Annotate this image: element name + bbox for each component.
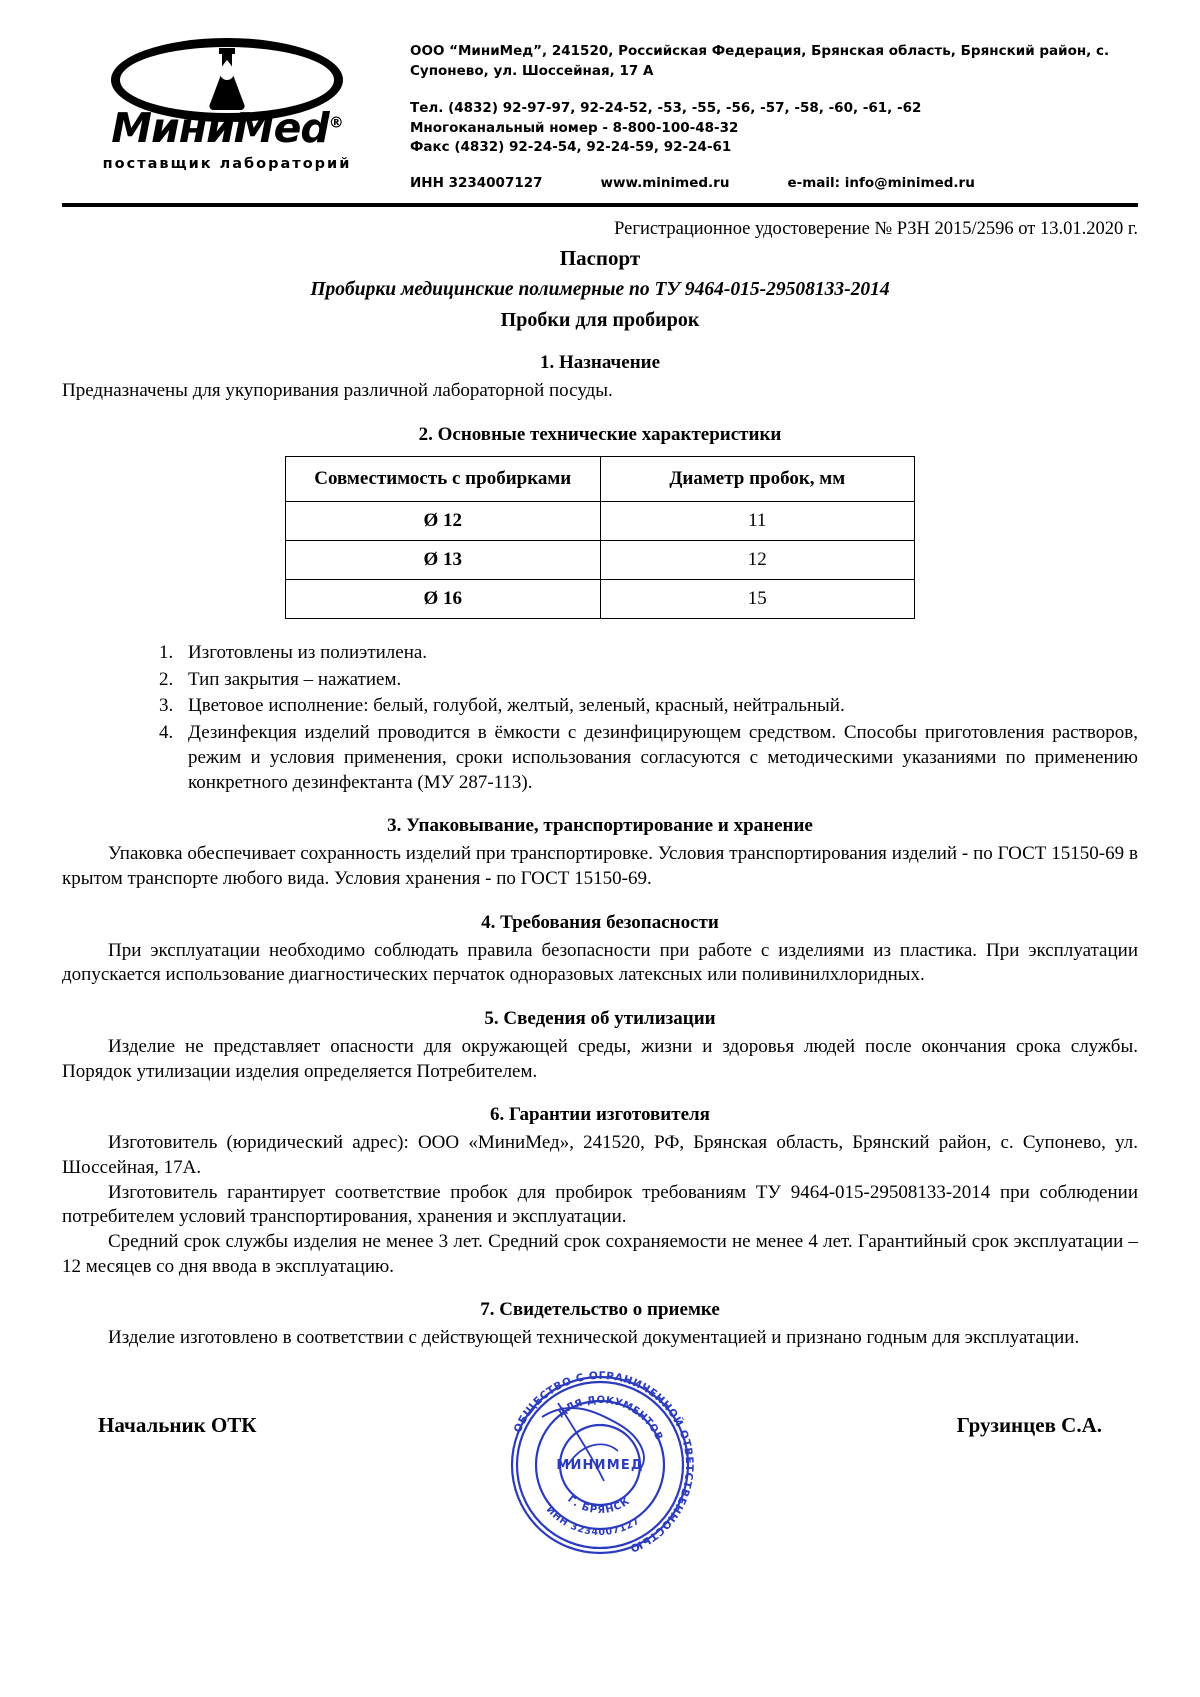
list-item: 1. Изготовлены из полиэтилена. bbox=[178, 641, 1138, 666]
section-6-heading: 6. Гарантии изготовителя bbox=[490, 1104, 710, 1126]
table-cell-compatibility: Ø 16 bbox=[286, 580, 601, 619]
company-logo bbox=[62, 32, 392, 172]
table-cell-diameter: 11 bbox=[600, 502, 915, 541]
company-inn: ИНН 3234007127 bbox=[410, 174, 543, 191]
registered-icon: ® bbox=[328, 113, 343, 132]
page-title: Паспорт bbox=[559, 246, 641, 271]
table-header-compatibility: Совместимость с пробирками bbox=[286, 457, 601, 502]
table-header-diameter: Диаметр пробок, мм bbox=[600, 457, 915, 502]
table-header-row bbox=[286, 457, 915, 502]
company-identifiers bbox=[410, 174, 1138, 194]
header-divider bbox=[62, 203, 1138, 207]
section-3-text: Упаковка обеспечивает сохранность изделий при транспортировке. Условия транспортирования изделий - по ГОСТ 15150-69 в крытом транспорте любого вида. Условия хранения - по ГОСТ 15150-69. bbox=[62, 843, 1138, 889]
company-website[interactable]: www.minimed.ru bbox=[600, 174, 730, 191]
logo-tagline: поставщик лабораторий bbox=[102, 156, 352, 172]
svg-text:ИНН 3234007127: ИНН 3234007127 bbox=[543, 1504, 643, 1539]
section-2-heading: 2. Основные технические характеристики bbox=[418, 424, 782, 446]
svg-text:Г. БРЯНСК: Г. БРЯНСК bbox=[565, 1494, 633, 1517]
logo-wordmark-text: МиниМеd bbox=[111, 104, 329, 152]
section-4-heading: 4. Требования безопасности bbox=[481, 911, 719, 933]
table-row bbox=[286, 502, 915, 541]
section-1-heading: 1. Назначение bbox=[539, 352, 661, 374]
company-stamp bbox=[500, 1365, 700, 1565]
section-6-text-1: Изготовитель (юридический адрес): ООО «МиниМед», 241520, РФ, Брянская область, Брянский район, с. Супонево, ул. Шоссейная, 17А. bbox=[62, 1132, 1138, 1178]
table-cell-diameter: 15 bbox=[600, 580, 915, 619]
table-cell-compatibility: Ø 12 bbox=[286, 502, 601, 541]
section-5-text: Изделие не представляет опасности для окружающей среды, жизни и здоровья людей после окончания срока службы. Порядок утилизации изделия определяется Потребителем. bbox=[62, 1035, 1138, 1082]
table-cell-compatibility: Ø 13 bbox=[286, 541, 601, 580]
section-5-heading: 5. Сведения об утилизации bbox=[484, 1007, 716, 1029]
company-contacts bbox=[410, 32, 1138, 193]
page-subtitle: Пробирки медицинские полимерные по ТУ 9464-015-29508133-2014 bbox=[310, 279, 890, 301]
svg-text:ОБЩЕСТВО С ОГРАНИЧЕННОЙ ОТВЕТС: ОБЩЕСТВО С ОГРАНИЧЕННОЙ ОТВЕТСТВЕННОСТЬЮ bbox=[511, 1370, 696, 1555]
page-subtitle-secondary: Пробки для пробирок bbox=[500, 309, 700, 332]
list-item: 4. Дезинфекция изделий проводится в ёмкости с дезинфицирующем средством. Способы приготовления растворов, режим и условия применения, сроки использования согласуются с методическими указаниями по применению конкретного дезинфектанта (МУ 287-113). bbox=[178, 721, 1138, 795]
section-1-text: Предназначены для укупоривания различной лабораторной посуды. bbox=[62, 380, 613, 402]
list-item: 2. Тип закрытия – нажатием. bbox=[178, 668, 1138, 693]
section-3-heading: 3. Упаковывание, транспортирование и хранение bbox=[387, 815, 813, 837]
logo-wordmark bbox=[62, 104, 392, 152]
company-fax: Факс (4832) 92-24-54, 92-24-59, 92-24-61 bbox=[410, 139, 732, 156]
section-6-text-2: Изготовитель гарантирует соответствие пробок для пробирок требованиям ТУ 9464-015-29508133-2014 при соблюдении потребителем условий транспортирования, хранения и эксплуатации. bbox=[62, 1181, 1138, 1228]
table-row bbox=[286, 580, 915, 619]
table-cell-diameter: 12 bbox=[600, 541, 915, 580]
stamp-icon bbox=[500, 1365, 700, 1565]
company-email[interactable]: e-mail: info@minimed.ru bbox=[787, 174, 975, 191]
registration-certificate: Регистрационное удостоверение № РЗН 2015/2596 от 13.01.2020 г. bbox=[614, 219, 1138, 240]
company-multichannel: Многоканальный номер - 8-800-100-48-32 bbox=[410, 119, 739, 136]
company-address: ООО “МиниМед”, 241520, Российская Федерация, Брянская область, Брянский район, с. Супонево, ул. Шоссейная, 17 А bbox=[410, 43, 1110, 79]
section-4-text: При эксплуатации необходимо соблюдать правила безопасности при работе с изделиями из пластика. При эксплуатации допускается использование диагностических перчаток одноразовых латексных или поливинилхлоридных. bbox=[62, 939, 1138, 986]
document-header bbox=[62, 32, 1138, 193]
flask-icon bbox=[199, 48, 255, 112]
specifications-table bbox=[285, 456, 915, 619]
svg-text:ДЛЯ ДОКУМЕНТОВ: ДЛЯ ДОКУМЕНТОВ bbox=[555, 1395, 665, 1443]
section-7-text: Изделие изготовлено в соответствии с действующей технической документацией и признано годным для эксплуатации. bbox=[108, 1327, 1080, 1349]
signature-name: Грузинцев С.А. bbox=[956, 1413, 1102, 1438]
signature-role: Начальник ОТК bbox=[98, 1413, 257, 1438]
signature-row bbox=[62, 1370, 1138, 1555]
company-phone-block bbox=[410, 99, 1138, 158]
svg-text:МИНИМЕД: МИНИМЕД bbox=[556, 1458, 644, 1474]
section-6-text-3: Средний срок службы изделия не менее 3 лет. Средний срок сохраняемости не менее 4 лет. Гарантийный срок эксплуатации – 12 месяцев со дня ввода в эксплуатацию. bbox=[62, 1231, 1138, 1277]
table-row bbox=[286, 541, 915, 580]
section-7-heading: 7. Свидетельство о приемке bbox=[480, 1299, 720, 1321]
list-item: 3. Цветовое исполнение: белый, голубой, желтый, зеленый, красный, нейтральный. bbox=[178, 694, 1138, 719]
company-phones: Тел. (4832) 92-97-97, 92-24-52, -53, -55, -56, -57, -58, -60, -61, -62 bbox=[410, 100, 922, 117]
features-list bbox=[62, 641, 1138, 795]
